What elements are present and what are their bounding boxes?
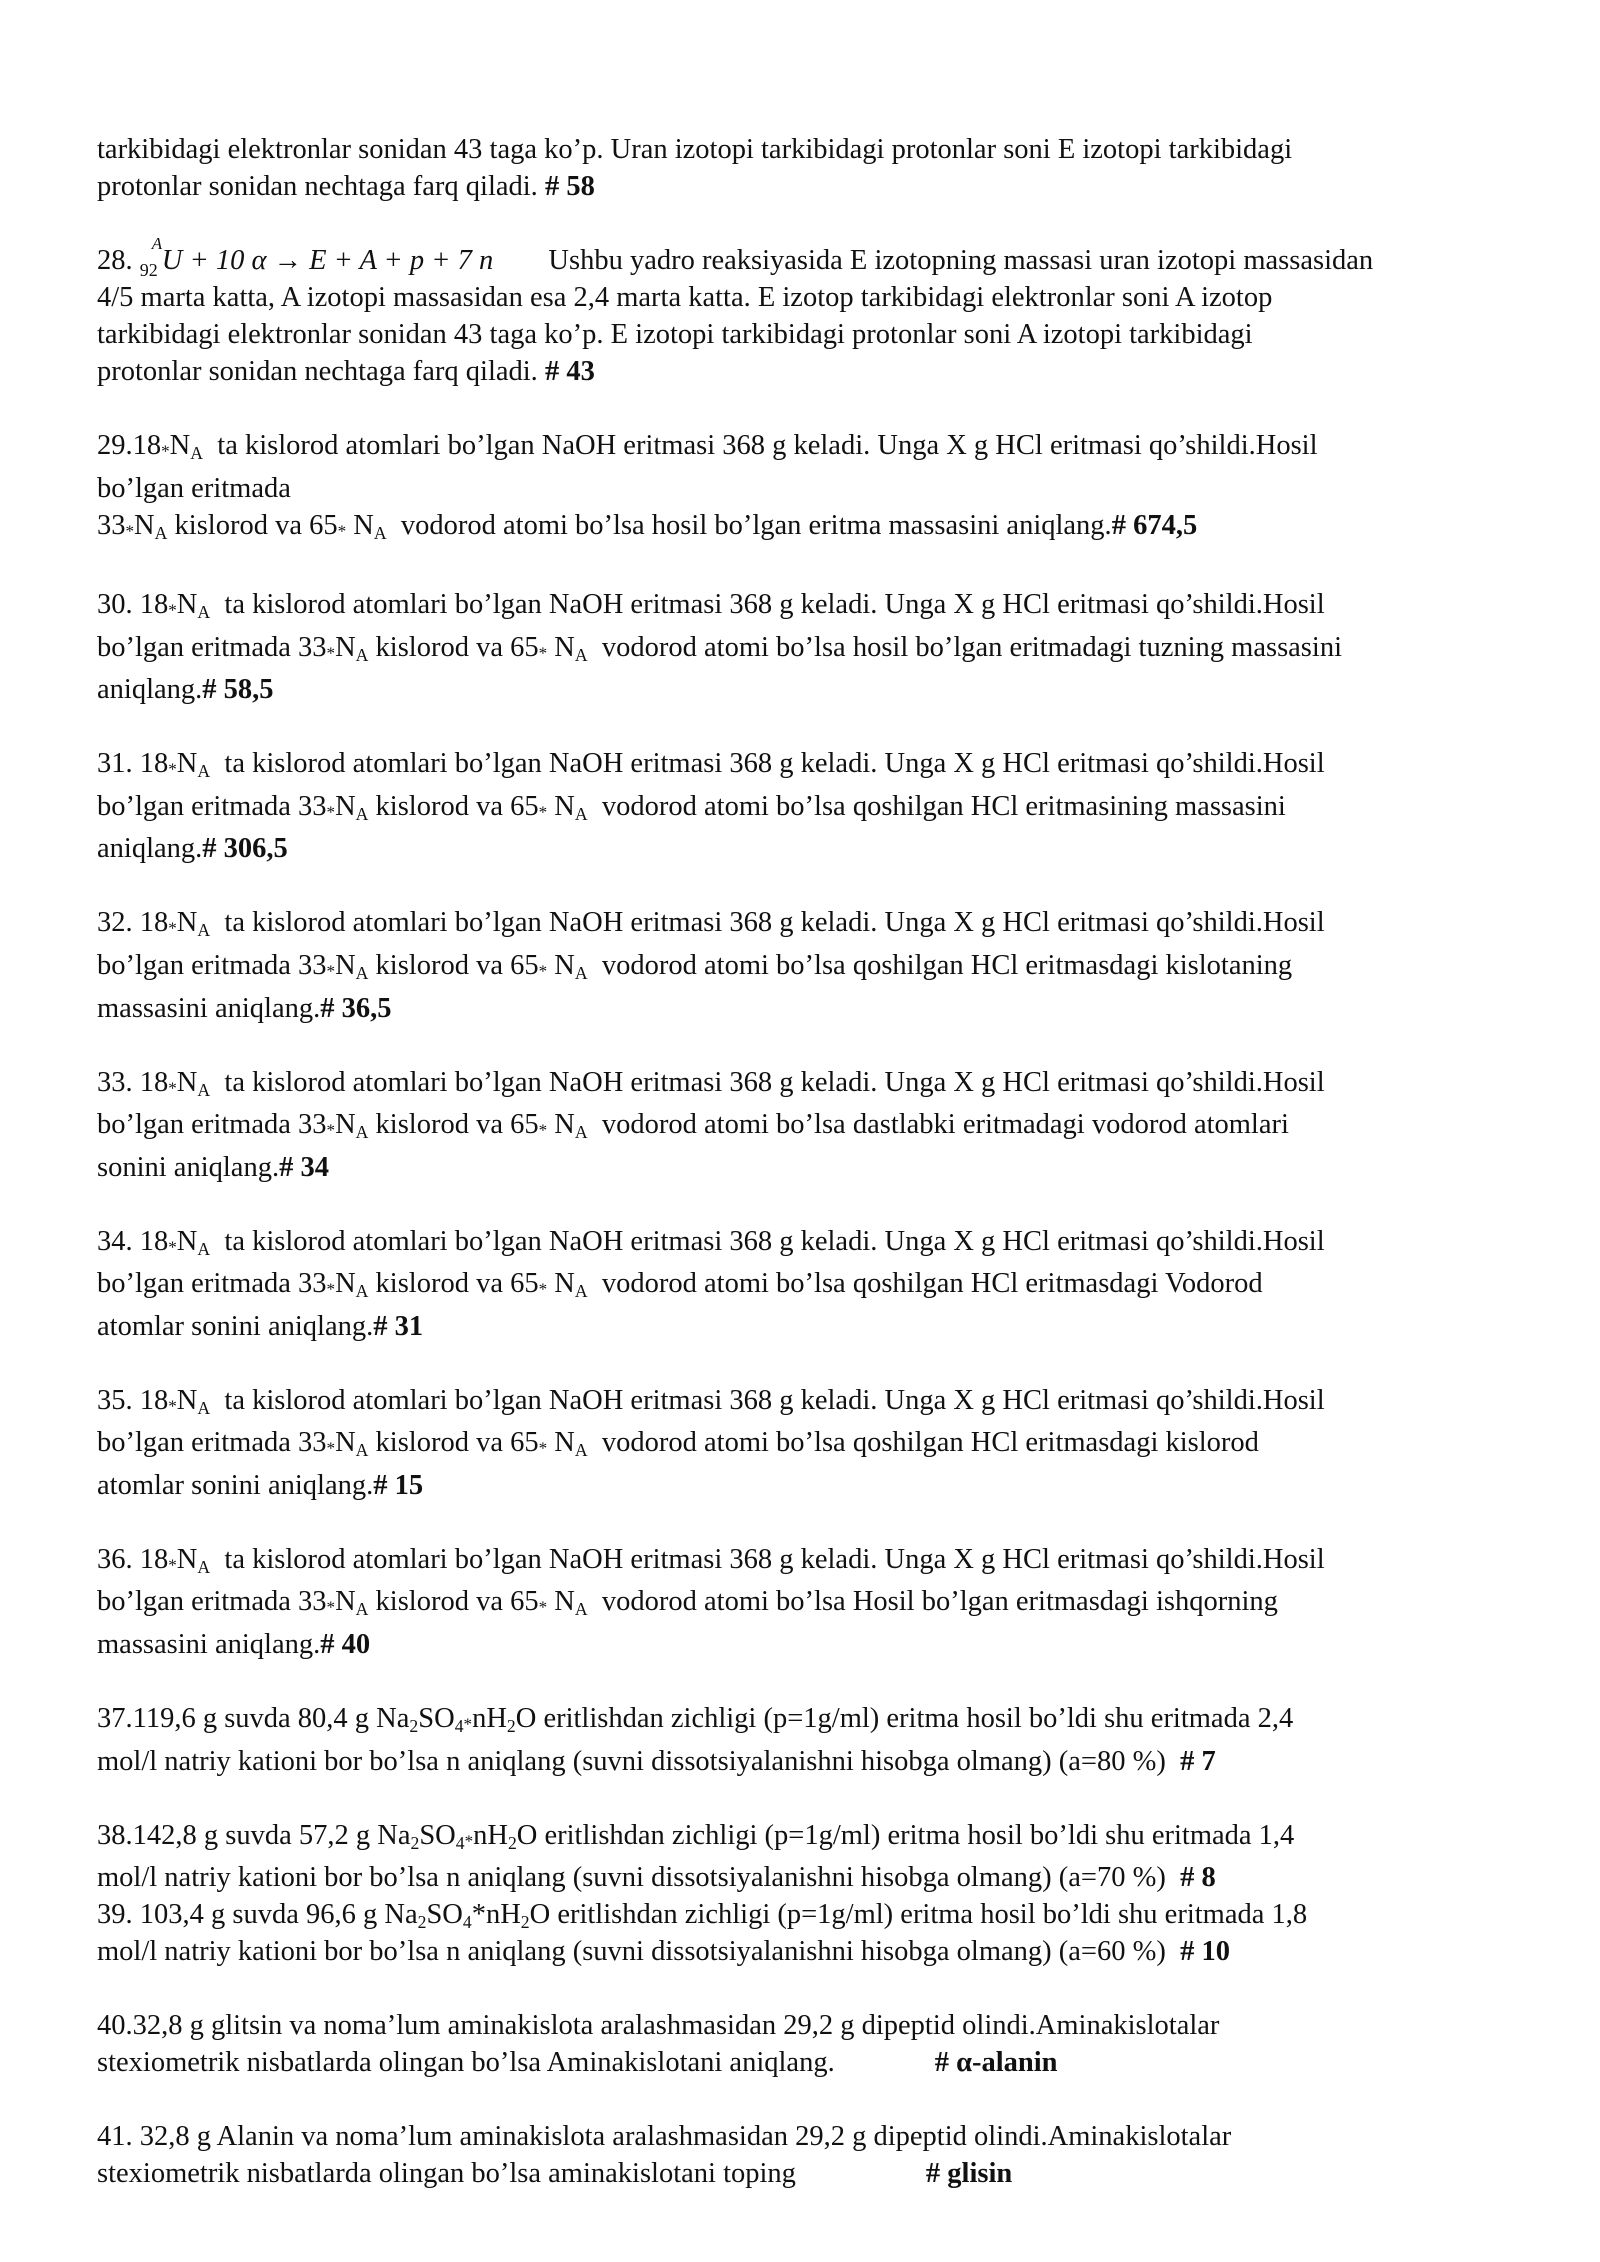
problem-answer: # 10 [1180,1936,1230,1968]
multiply-sign: * [538,961,548,981]
problem-text: ta kislorod atomlari bo’lgan NaOH eritmasi 368 g keladi. Unga X g HCl eritmasi qo’shildi.Hosil [224,1384,1325,1416]
problem-text: aniqlang. [97,674,203,706]
problem-text: sonini aniqlang. [97,1151,280,1183]
formula-subscript: 4 [455,1832,465,1853]
problem-answer: # 306,5 [202,833,288,865]
avogadro-symbol: N [176,1066,198,1098]
problem-text: ta kislorod atomlari bo’lgan NaOH eritmasi 368 g keladi. Unga X g HCl eritmasi qo’shildi.Hosil [224,748,1325,780]
multiply-sign: * [168,918,177,938]
problem-text: mol/l natriy kationi bor bo’lsa n aniqlang (suvni dissotsiyalanishni hisobga olmang) (a=60 %) [97,1936,1166,1968]
problem-38 [97,1817,1503,1897]
problem-text: kislorod va 65 [375,949,539,981]
problem-text: bo’lgan eritmada 33 [97,790,327,822]
problem-text: 41. 32,8 g Alanin va noma’lum aminakislota aralashmasidan 29,2 g dipeptid olindi.Aminakislotalar [97,2121,1232,2153]
avogadro-symbol: N [335,631,356,663]
formula-subscript: 4 [454,1715,464,1736]
problem-text: ta kislorod atomlari bo’lgan NaOH eritmasi 368 g keladi. Unga X g HCl eritmasi qo’shildi.Hosil [224,1066,1325,1098]
problem-41 [97,2118,1503,2192]
problem-text: vodorod atomi bo’lsa qoshilgan HCl eritmasdagi Vodorod [601,1268,1263,1300]
multiply-sign: * [326,802,336,822]
formula-subscript: 2 [417,1912,427,1933]
problem-text: bo’lgan eritmada 33 [97,1427,327,1459]
avogadro-symbol: N [335,1268,356,1300]
uranium-isotope-symbol [139,234,163,280]
avogadro-subscript: A [373,522,387,543]
multiply-sign: * [463,1714,473,1734]
problem-37 [97,1700,1503,1780]
problem-39 [97,1896,1503,1970]
avogadro-subscript: A [574,962,588,983]
problem-text: kislorod va 65 [174,509,338,541]
problem-27-answer: # 58 [544,171,595,202]
formula-text: SO [419,1819,456,1851]
problem-number: 31. [97,748,133,780]
avogadro-subscript: A [197,920,211,941]
multiply-sign: * [538,802,548,822]
problem-text: ta kislorod atomlari bo’lgan NaOH eritmasi 368 g keladi. Unga X g HCl eritmasi qo’shildi.Hosil [217,430,1318,461]
problem-text: vodorod atomi bo’lsa hosil bo’lgan eritmadagi tuzning massasini [601,631,1342,663]
number: 18 [139,1066,169,1098]
multiply-sign: * [464,1831,474,1851]
avogadro-subscript: A [355,1599,369,1620]
page-content [97,131,1503,2229]
problem-text: 39. 103,4 g suvda 96,6 g Na [97,1899,418,1931]
number: 18 [139,748,169,780]
problem-answer: # 36,5 [320,992,392,1024]
problem-text: 38.142,8 g suvda 57,2 g Na [97,1819,411,1851]
problem-answer: # 7 [1180,1745,1216,1777]
avogadro-subscript: A [574,1599,588,1620]
problem-text: ta kislorod atomlari bo’lgan NaOH eritmasi 368 g keladi. Unga X g HCl eritmasi qo’shildi.Hosil [224,589,1325,621]
problem-text: bo’lgan eritmada 33 [97,1109,327,1141]
avogadro-symbol: N [134,509,155,541]
avogadro-symbol: N [554,1586,575,1618]
avogadro-subscript: A [197,1556,211,1577]
multiply-sign: * [168,600,177,620]
avogadro-symbol: N [554,949,575,981]
problem-answer: # 34 [279,1151,329,1183]
avogadro-symbol: N [176,748,198,780]
formula-subscript: 2 [507,1832,517,1853]
avogadro-subscript: A [197,602,211,623]
problem-text: ta kislorod atomlari bo’lgan NaOH eritmasi 368 g keladi. Unga X g HCl eritmasi qo’shildi.Hosil [224,1225,1325,1257]
problem-number: 36. [97,1543,133,1575]
multiply-sign: * [538,643,548,663]
problem-35 [97,1382,1503,1504]
avogadro-symbol: N [176,1543,198,1575]
isotope-mass-number: A [151,234,163,253]
multiply-sign: * [326,1438,336,1458]
number: 33 [97,509,126,541]
problem-text: 40.32,8 g glitsin va noma’lum aminakislota aralashmasidan 29,2 g dipeptid olindi.Aminakislotalar [97,2010,1220,2042]
problem-28-line-4: protonlar sonidan nechtaga farq qiladi. [97,356,538,387]
multiply-sign: * [538,1279,548,1299]
problem-34 [97,1223,1503,1345]
multiply-sign: * [538,1120,548,1140]
formula-text: nH [472,1703,507,1734]
avogadro-symbol: N [335,1109,356,1141]
multiply-sign: * [168,1237,177,1257]
problem-31 [97,745,1503,867]
problem-text: stexiometrik nisbatlarda olingan bo’lsa aminakislotani toping [97,2158,796,2190]
problem-text: kislorod va 65 [375,1427,539,1459]
problem-36 [97,1541,1503,1663]
avogadro-subscript: A [355,803,369,824]
problem-text: bo’lgan eritmada 33 [97,1268,327,1300]
problem-number: 30. [97,589,133,621]
problem-text: kislorod va 65 [375,631,539,663]
problem-28-line-2: 4/5 marta katta, A izotopi massasidan esa 2,4 marta katta. E izotop tarkibidagi elektronlar soni A izotop [97,282,1273,313]
problem-text: massasini aniqlang. [97,992,321,1024]
problem-text: bo’lgan eritmada 33 [97,631,327,663]
problem-30 [97,586,1503,708]
number: 18 [139,1225,169,1257]
problem-text: O eritlishdan zichligi (p=1g/ml) eritma hosil bo’ldi shu eritmada 1,4 [516,1819,1295,1851]
problem-27-line-2: protonlar sonidan nechtaga farq qiladi. [97,171,538,202]
avogadro-subscript: A [574,1440,588,1461]
problem-32 [97,904,1503,1026]
problem-answer: # 8 [1180,1862,1216,1894]
avogadro-subscript: A [197,761,211,782]
problem-text: ta kislorod atomlari bo’lgan NaOH eritmasi 368 g keladi. Unga X g HCl eritmasi qo’shildi.Hosil [224,1543,1325,1575]
multiply-sign: * [168,1555,177,1575]
problem-text: aniqlang. [97,833,203,865]
number: 18 [139,1543,169,1575]
avogadro-subscript: A [355,1122,369,1142]
avogadro-symbol: N [176,1384,198,1416]
avogadro-subscript: A [574,1122,588,1142]
problem-text: mol/l natriy kationi bor bo’lsa n aniqlang (suvni dissotsiyalanishni hisobga olmang) (a=80 %) [97,1745,1166,1777]
problem-text: bo’lgan eritmada 33 [97,1586,327,1618]
problem-text: vodorod atomi bo’lsa dastlabki eritmadagi vodorod atomlari [601,1109,1289,1141]
problem-text: vodorod atomi bo’lsa Hosil bo’lgan eritmasdagi ishqorning [601,1586,1278,1618]
number: 18 [132,430,162,461]
problem-text: vodorod atomi bo’lsa qoshilgan HCl eritmasining massasini [601,790,1286,822]
problem-28-answer: # 43 [544,356,595,387]
problem-28-line-3: tarkibidagi elektronlar sonidan 43 taga ko’p. E izotopi tarkibidagi protonlar soni A izotopi tarkibidagi [97,319,1253,350]
formula-subscript: 4 [462,1912,472,1933]
avogadro-symbol: N [554,790,575,822]
avogadro-subscript: A [574,644,588,665]
problem-text: bo’lgan eritmada 33 [97,949,327,981]
avogadro-symbol: N [353,509,374,541]
avogadro-subscript: A [355,1440,369,1461]
formula-subscript: 2 [520,1912,530,1933]
multiply-sign: * [326,1120,336,1140]
avogadro-symbol: N [335,1586,356,1618]
number: 18 [139,907,169,939]
nuclear-reaction-equation: U + 10 α → E + A + p + 7 n [161,245,494,276]
problem-text: vodorod atomi bo’lsa qoshilgan HCl eritmasdagi kislotaning [601,949,1293,981]
avogadro-subscript: A [355,962,369,983]
problem-28 [97,234,1503,390]
problem-answer: # 31 [373,1310,424,1342]
problem-answer: # 15 [373,1469,424,1501]
problem-number: 32. [97,907,133,939]
problem-answer: # 674,5 [1111,509,1198,541]
formula-subscript: 2 [409,1715,419,1736]
multiply-sign: * [326,643,336,663]
problem-text: vodorod atomi bo’lsa qoshilgan HCl eritmasdagi kislorod [601,1427,1259,1459]
multiply-sign: * [326,1598,336,1617]
avogadro-subscript: A [197,1079,211,1100]
problem-number: 33. [97,1066,133,1098]
problem-answer: # α-alanin [934,2047,1058,2079]
problem-text: kislorod va 65 [375,1268,539,1300]
formula-text: *nH [471,1899,521,1931]
problem-text: kislorod va 65 [375,790,539,822]
problem-28-number: 28. [97,245,133,276]
problem-text: ta kislorod atomlari bo’lgan NaOH eritmasi 368 g keladi. Unga X g HCl eritmasi qo’shildi.Hosil [224,907,1325,939]
problem-27-continuation [97,131,1503,205]
problem-text: stexiometrik nisbatlarda olingan bo’lsa Aminakislotani aniqlang. [97,2047,835,2079]
problem-40 [97,2007,1503,2081]
avogadro-subscript: A [574,1281,588,1302]
avogadro-symbol: N [176,907,198,939]
multiply-sign: * [538,1598,548,1617]
problem-28-line-1: Ushbu yadro reaksiyasida E izotopning massasi uran izotopi massasidan [548,245,1374,276]
problem-answer: # glisin [925,2158,1013,2190]
avogadro-symbol: N [554,631,575,663]
problem-text: atomlar sonini aniqlang. [97,1310,374,1342]
problem-number: 34. [97,1225,133,1257]
avogadro-subscript: A [197,1397,211,1418]
avogadro-subscript: A [154,522,168,543]
formula-subscript: 2 [506,1715,516,1736]
problem-29 [97,427,1503,549]
multiply-sign: * [168,1396,177,1416]
problem-text: atomlar sonini aniqlang. [97,1469,374,1501]
problem-text: kislorod va 65 [375,1586,539,1618]
problem-number: 29. [97,430,133,461]
multiply-sign: * [161,441,170,461]
problem-answer: # 58,5 [202,674,274,706]
avogadro-symbol: N [335,1427,356,1459]
formula-text: SO [418,1703,455,1734]
number: 18 [139,589,169,621]
formula-text: nH [473,1819,508,1851]
problem-text: kislorod va 65 [375,1109,539,1141]
multiply-sign: * [326,1279,336,1299]
problem-33 [97,1064,1503,1186]
avogadro-subscript: A [355,1281,369,1302]
multiply-sign: * [168,1078,177,1098]
problem-text: mol/l natriy kationi bor bo’lsa n aniqlang (suvni dissotsiyalanishni hisobga olmang) (a=70 %) [97,1862,1166,1894]
problem-number: 35. [97,1384,133,1416]
problem-text: 37.119,6 g suvda 80,4 g Na [97,1703,410,1734]
avogadro-symbol: N [176,589,198,621]
formula-subscript: 2 [410,1832,420,1853]
avogadro-subscript: A [355,644,369,665]
problem-27-line-1: tarkibidagi elektronlar sonidan 43 taga ko’p. Uran izotopi tarkibidagi protonlar soni E izotopi tarkibidagi [97,134,1293,165]
problem-text: O eritlishdan zichligi (p=1g/ml) eritma hosil bo’ldi shu eritmada 1,8 [529,1899,1308,1931]
avogadro-symbol: N [335,790,356,822]
avogadro-subscript: A [574,803,588,824]
multiply-sign: * [125,521,135,541]
multiply-sign: * [337,521,347,541]
avogadro-subscript: A [190,442,204,463]
multiply-sign: * [326,961,336,981]
avogadro-symbol: N [554,1109,575,1141]
avogadro-symbol: N [335,949,356,981]
avogadro-symbol: N [176,1225,198,1257]
number: 18 [139,1384,169,1416]
problem-answer: # 40 [320,1629,371,1660]
formula-text: SO [426,1899,463,1931]
isotope-atomic-number: 92 [139,260,158,280]
avogadro-symbol: N [169,430,191,461]
problem-text: vodorod atomi bo’lsa hosil bo’lgan eritma massasini aniqlang. [400,509,1112,541]
avogadro-symbol: N [554,1427,575,1459]
problem-text: massasini aniqlang. [97,1629,321,1660]
avogadro-symbol: N [554,1268,575,1300]
problem-text: O eritlishdan zichligi (p=1g/ml) eritma hosil bo’ldi shu eritmada 2,4 [515,1703,1294,1734]
avogadro-subscript: A [197,1238,211,1259]
multiply-sign: * [168,759,177,779]
multiply-sign: * [538,1438,548,1458]
problem-text: bo’lgan eritmada [97,472,291,504]
